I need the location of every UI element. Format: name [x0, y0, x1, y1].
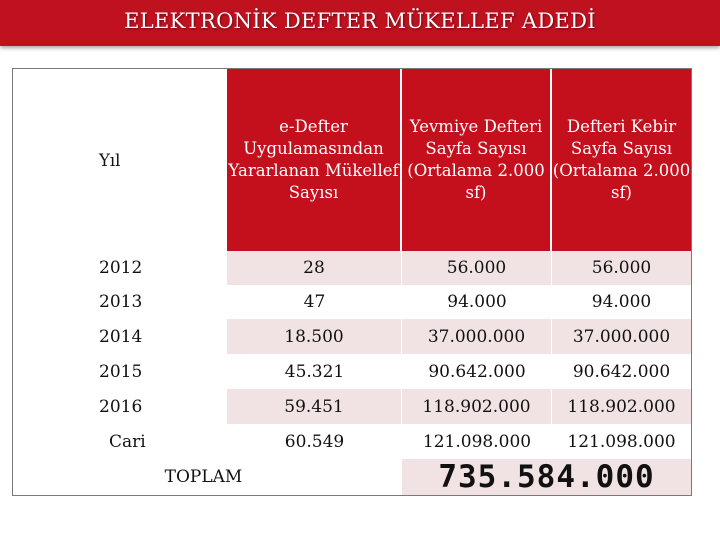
data-table [12, 68, 692, 496]
row-users: 18.500 [227, 319, 402, 354]
row-ledger: 118.902.000 [552, 389, 691, 424]
total-value: 735.584.000 [402, 459, 691, 495]
row-ledger: 94.000 [552, 285, 691, 319]
row-users: 45.321 [227, 354, 402, 389]
row-journal: 121.098.000 [402, 424, 552, 459]
row-year: 2015 [13, 354, 227, 389]
title-bar [0, 0, 720, 46]
row-ledger: 37.000.000 [552, 319, 691, 354]
header-year: Yıl [99, 150, 121, 170]
row-year: 2016 [13, 389, 227, 424]
row-journal: 90.642.000 [402, 354, 552, 389]
header-ledger: Defteri Kebir Sayfa Sayısı (Ortalama 2.000 sf) [552, 69, 691, 251]
row-ledger: 121.098.000 [552, 424, 691, 459]
row-year: 2013 [13, 285, 227, 319]
row-year: 2012 [13, 251, 227, 285]
total-label: TOPLAM [13, 459, 402, 495]
row-journal: 118.902.000 [402, 389, 552, 424]
row-users: 28 [227, 251, 402, 285]
row-users: 59.451 [227, 389, 402, 424]
row-users: 47 [227, 285, 402, 319]
row-journal: 94.000 [402, 285, 552, 319]
page-title: ELEKTRONİK DEFTER MÜKELLEF ADEDİ [124, 9, 596, 33]
row-journal: 37.000.000 [402, 319, 552, 354]
row-year: Cari [13, 424, 227, 459]
row-ledger: 56.000 [552, 251, 691, 285]
row-journal: 56.000 [402, 251, 552, 285]
header-users: e-Defter Uygulamasından Yararlanan Mükellef Sayısı [227, 69, 402, 251]
header-journal: Yevmiye Defteri Sayfa Sayısı (Ortalama 2.000 sf) [402, 69, 552, 251]
row-year: 2014 [13, 319, 227, 354]
row-ledger: 90.642.000 [552, 354, 691, 389]
row-users: 60.549 [227, 424, 402, 459]
